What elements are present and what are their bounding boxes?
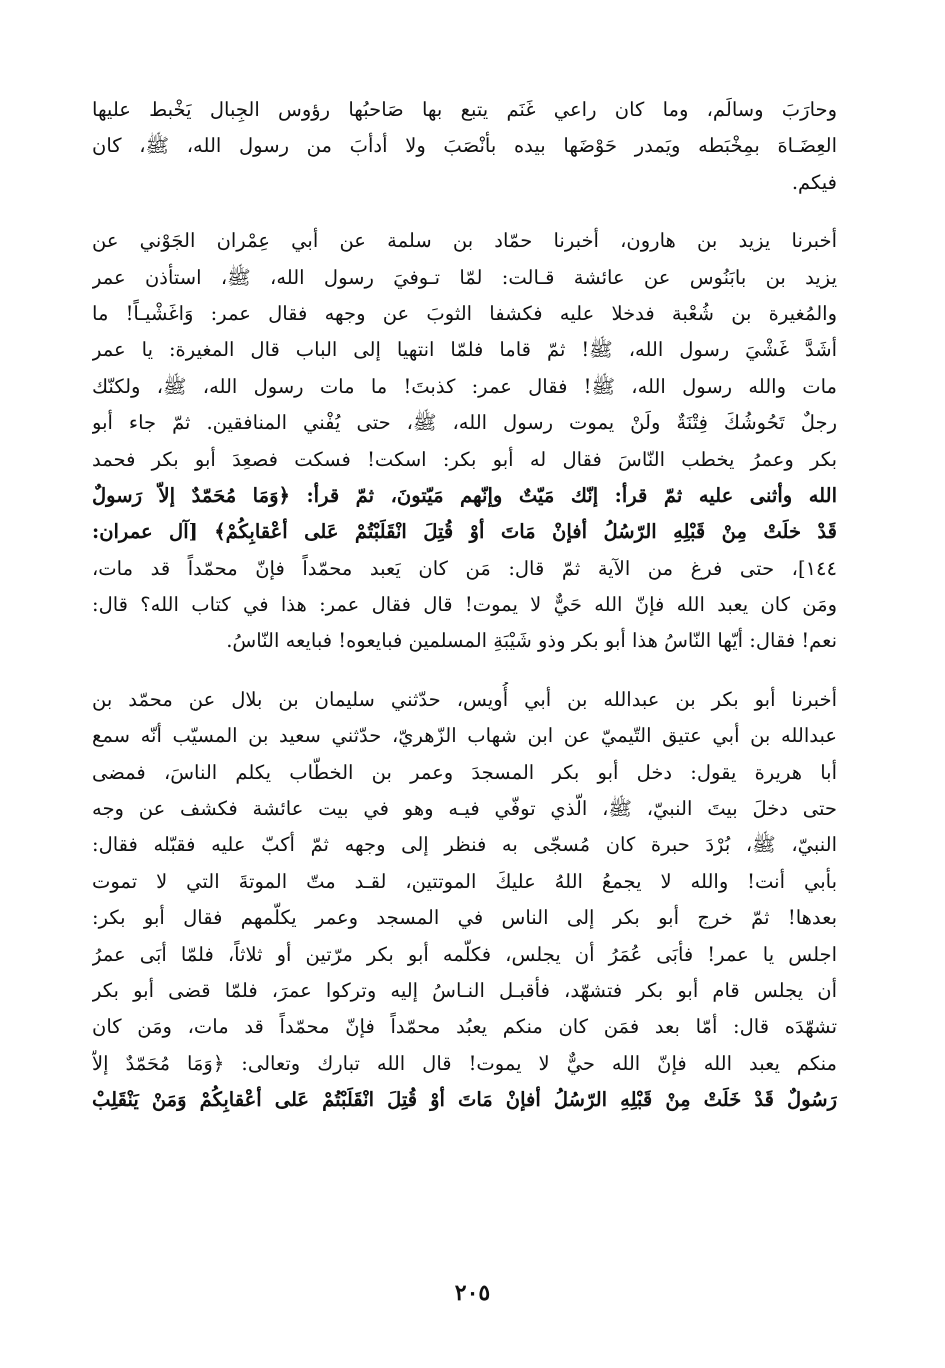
- paragraph-1: [92, 92, 837, 201]
- text-line: أخبرنا أبو بكر بن عبدالله بن أبي أُويس، حدّثني سليمان بن بلال عن محمّد بن: [92, 687, 837, 711]
- text-line: عبدالله بن أبي عتيق التّيميّ عن ابن شهاب الزّهريّ، حدّثني سعيد بن المسيّب أنّه سمع: [92, 724, 837, 748]
- text-line: بكر وعمرُ يخطب النّاسَ فقال له أبو بكر: اسكت! فسكت فصعِدَ أبو بكر فحمد: [92, 447, 837, 471]
- text-line: نعم! فقال: أيّها النّاسُ هذا أبو بكر وذو شَيْبَةِ المسلمين فبايعوه! فبايعه النّاسُ.: [226, 629, 837, 653]
- text-line: تشهّدَه قال: أمّا بعد فمَن كان منكم يعبُد محمّداً فإنّ محمّداً قد مات، ومَن كان: [92, 1015, 837, 1039]
- page-number: ٢٠٥: [454, 1280, 491, 1306]
- text-line: وحارَبَ وسالَم، وما كان راعي غَنَم يتبع بها صَاحبُها رؤوس الجِبال يَخْبط عليها: [92, 98, 837, 121]
- text-line: حتى دخلَ بيتَ النبيّ، ﷺ، الّذي توفّي فيـه وهو في بيت عائشة فكشف عن وجه: [92, 797, 837, 821]
- text-line: رجلٌ تَحُوشُكَ فِتْنَةٌ ولَنْ يموت رسول الله، ﷺ، حتى يُفْني المنافقين. ثمّ جاء أبو: [92, 411, 837, 435]
- text-line: يزيد بن بابَنُوس عن عائشة قـالت: لمّا تـوفيَ رسول الله، ﷺ، استأذن عمر: [92, 265, 837, 289]
- text-line: بعدها! ثمّ خرج أبو بكر إلى الناس في المسجد وعمر يكلّمهم فقال أبو بكر:: [92, 906, 837, 930]
- text-line: أشَدَّ غَشْيَ رسول الله، ﷺ! ثمّ قاما فلمّا انتهيا إلى الباب قال المغيرة: يا عمر: [92, 338, 837, 362]
- text-line: ١٤٤]، حتى فرغ من الآية ثمّ قال: مَن كان يَعبد محمّداً فإنّ محمّداً قد مات،: [92, 556, 837, 580]
- paragraph-2: [92, 223, 837, 660]
- text-line: أن يجلس قام أبو بكر فتشهّد، فأقبـل النـاسُ إليه وتركوا عمرَ، فلمّا قضى أبو بكر: [92, 978, 837, 1002]
- text-line: ومَن كان يعبد الله فإنّ الله حَيٌّ لا يموت! قال فقال عمر: هذا في كتاب الله؟ قال:: [92, 593, 837, 617]
- text-line: أبا هريرة يقول: دخل أبو بكر المسجدَ وعمر بن الخطّاب يكلم الناسَ، فمضى: [92, 760, 837, 784]
- text-line: رَسُولٌ قَدْ خَلَتْ مِنْ قَبْلِهِ الرّسُلُ أفإنْ مَاتَ أوْ قُتِلَ انْقَلَبْتُمْ عَلى أعْقابِكُمْ وَمَنْ يَنْقَلِبْ: [92, 1088, 837, 1112]
- text-line: بأبي أنت! والله لا يجمعُ اللهُ عليكَ الموتتين، لقـد متّ الموتةَ التي لا تموت: [92, 869, 837, 893]
- text-line: اجلس يا عمر! فأبَى عُمَرُ أن يجلس، فكلّمه أبو بكر مرّتين أو ثلاثاً، فلمّا أبَى عمرُ: [92, 942, 837, 966]
- text-line: النبيّ، ﷺ، بُرْدَ حبرة كان مُسجّى به فنظر إلى وجهه ثمّ أكبّ عليه فقبّله فقال:: [92, 833, 837, 857]
- page-body: [92, 92, 837, 1119]
- text-line: والمُغيرة بن شُعْبة فدخلا عليه فكشفا الثوبَ عن وجهه فقال عمر: وَاغَشْيـاً! ما: [92, 301, 837, 325]
- text-line: أخبرنا يزيد بن هارون، أخبرنا حمّاد بن سلمة عن أبي عِمْران الجَوْني عن: [92, 229, 837, 253]
- text-line: فيكم.: [791, 170, 837, 194]
- text-line: مات والله رسول الله، ﷺ! فقال عمر: كذبتَ! ما مات رسول الله، ﷺ، ولكنّك: [92, 374, 837, 398]
- text-line: منكم يعبد الله فإنّ الله حيٌّ لا يموت! قال الله تبارك وتعالى: ﴿وَمَا مُحَمّدٌ إلاّ: [92, 1051, 837, 1075]
- text-line: قَدْ خلَتْ مِنْ قَبْلِهِ الرّسُلُ أفإنْ مَاتَ أوْ قُتِلَ انْقَلَبْتُمْ عَلى أعْقابِكُمْ﴾ [آل عمران:: [92, 520, 837, 544]
- paragraph-3: [92, 682, 837, 1119]
- text-line: العِضَـاهَ بمِخْبَطه ويَمدر حَوْضَها بيده بأنْصَبَ ولا أدأبَ من رسول الله، ﷺ، كان: [92, 134, 837, 158]
- text-line: الله وأثنى عليه ثمّ قرأ: إنّك مَيّتٌ وإنّهم مَيّتونَ، ثمّ قرأ: ﴿وَمَا مُحَمّدٌ إلاّ رَسولٌ: [92, 483, 837, 507]
